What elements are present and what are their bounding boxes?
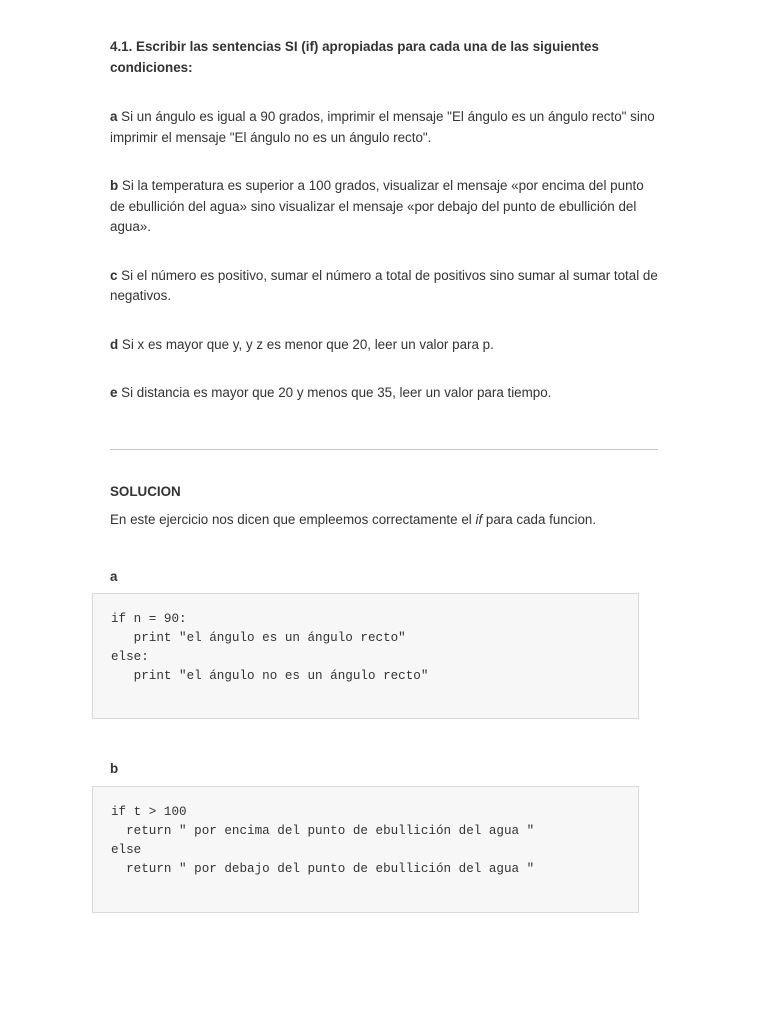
- solution-intro: [110, 510, 658, 531]
- solution-label-b: b: [110, 761, 119, 776]
- condition-item-c: [110, 266, 658, 307]
- code-block-a: if n = 90: print "el ángulo es un ángulo recto" else: print "el ángulo no es un ángulo recto": [92, 593, 639, 719]
- exercise-heading: 4.1. Escribir las sentencias SI (if) apropiadas para cada una de las siguientes condiciones:: [110, 39, 599, 75]
- solution-title: SOLUCION: [110, 483, 181, 499]
- solution-label-a: a: [110, 568, 118, 584]
- item-text: Si distancia es mayor que 20 y menos que 35, leer un valor para tiempo.: [117, 385, 552, 400]
- intro-text-italic: if: [475, 512, 483, 527]
- code-block-b: if t > 100 return " por encima del punto de ebullición del agua " else return " por debajo del punto de ebullición del agua ": [92, 786, 639, 913]
- item-letter: c: [110, 267, 118, 283]
- item-letter: e: [110, 385, 118, 400]
- intro-text-after: para cada funcion.: [482, 512, 597, 527]
- condition-item-d: [110, 335, 658, 356]
- document-page: [110, 37, 658, 913]
- section-divider: [110, 449, 658, 450]
- item-text: Si un ángulo es igual a 90 grados, imprimir el mensaje "El ángulo es un ángulo recto" sino imprimir el mensaje "El ángulo no es un ángulo recto".: [110, 109, 655, 145]
- item-text: Si la temperatura es superior a 100 grados, visualizar el mensaje «por encima del punto de ebullición del agua» sino visualizar el mensaje «por debajo del punto de ebullición del agua».: [110, 178, 644, 234]
- item-letter: a: [110, 109, 118, 124]
- item-letter: d: [110, 336, 119, 352]
- item-text: Si x es mayor que y, y z es menor que 20, leer un valor para p.: [118, 336, 494, 352]
- condition-item-e: [110, 383, 658, 404]
- condition-item-a: [110, 107, 658, 148]
- item-letter: b: [110, 178, 119, 193]
- item-text: Si el número es positivo, sumar el número a total de positivos sino sumar al sumar total de negativos.: [110, 267, 658, 303]
- intro-text-before: En este ejercicio nos dicen que empleemos correctamente el: [110, 512, 476, 527]
- condition-item-b: [110, 176, 658, 238]
